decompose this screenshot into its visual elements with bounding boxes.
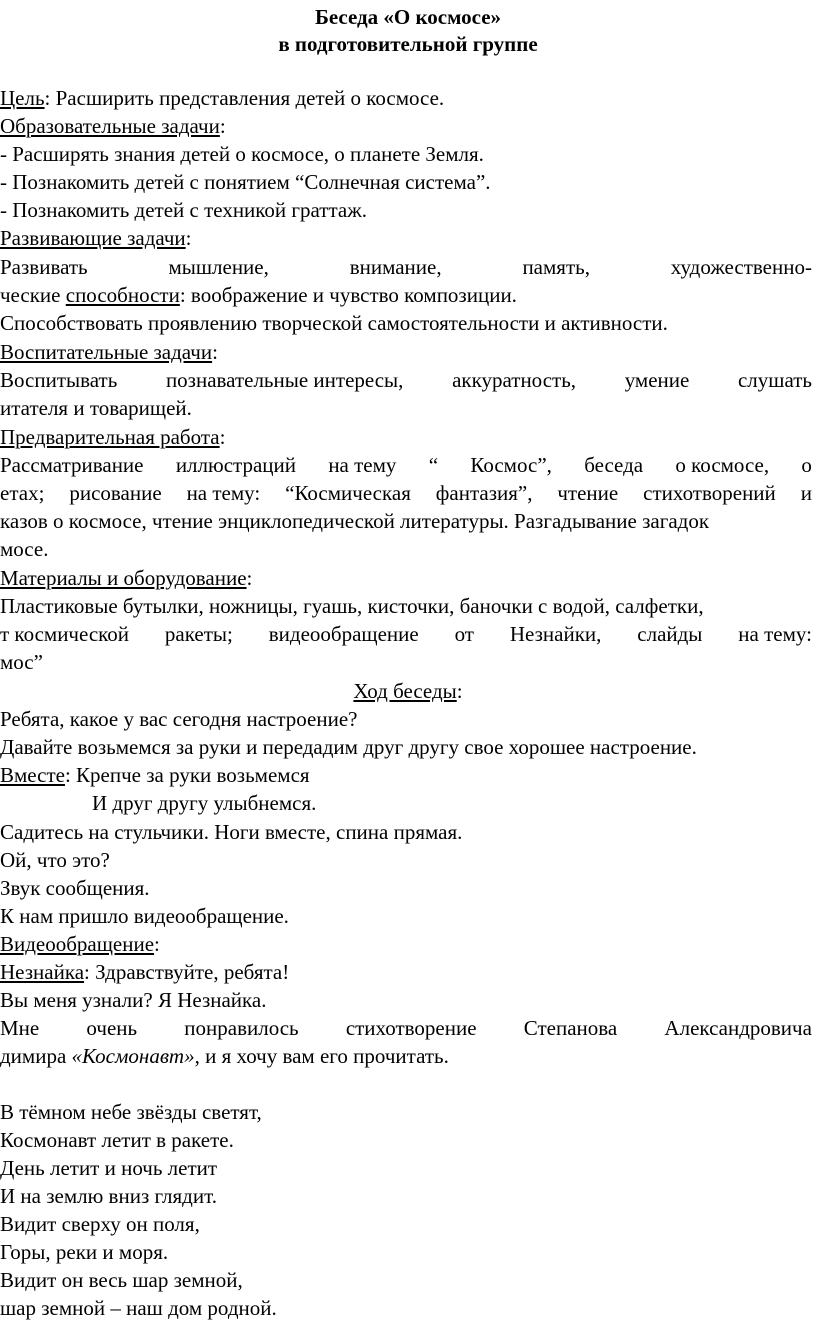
word: о космосе,: [675, 453, 770, 477]
word: аккуратность,: [452, 368, 577, 392]
word: умение: [624, 368, 690, 392]
word: Рассматривание: [0, 453, 144, 477]
goal-label: Цель: [0, 86, 45, 110]
together-label: Вместе: [0, 763, 65, 787]
word: “: [428, 453, 439, 477]
word: стихотворение: [345, 1016, 477, 1040]
prelim-line-4: мосе.: [0, 537, 49, 561]
edu-task-item: - Расширять знания детей о космосе, о планете Земля.: [0, 142, 484, 166]
video-label: Видеообращение: [0, 932, 155, 956]
upbr-tasks-line-1: [0, 367, 812, 394]
edu-tasks-label: Образовательные задачи: [0, 114, 220, 138]
dialog-line: К нам пришло видеообращение.: [0, 904, 289, 928]
text: : Крепче за руки возьмемся: [64, 763, 310, 787]
goal-text: : Расширить представления детей о космосе.: [44, 86, 445, 110]
prelim-line-2: [0, 480, 812, 507]
text: димира: [0, 1044, 72, 1068]
poem-line: День летит и ночь летит: [0, 1156, 218, 1180]
poem-line: Видит он весь шар земной,: [0, 1268, 243, 1292]
poem-intro-line-1: [0, 1015, 812, 1042]
word: ракеты;: [164, 622, 233, 646]
word: на тему: [328, 453, 397, 477]
prelim-line-1: [0, 452, 812, 479]
materials-line-3: мос”: [0, 650, 43, 674]
neznaika-label: Незнайка: [0, 960, 85, 984]
word: стихотворений: [643, 481, 776, 505]
dialog-line: Ребята, какое у вас сегодня настроение?: [0, 707, 358, 731]
goal-line: [0, 85, 816, 112]
word: Степанова: [523, 1016, 618, 1040]
word: Александровича: [664, 1016, 812, 1040]
poem-title: «Космонавт»: [71, 1044, 195, 1068]
word: о: [801, 453, 812, 477]
colon: :: [154, 932, 160, 956]
word: познавательные интересы,: [165, 368, 404, 392]
word: внимание,: [349, 255, 442, 279]
course-label: Ход беседы: [353, 679, 457, 703]
course-heading: [0, 678, 816, 705]
together-line-2: И друг другу улыбнемся.: [92, 791, 317, 815]
poem-line: И на землю вниз глядит.: [0, 1184, 217, 1208]
word: очень: [86, 1016, 138, 1040]
word: рисование: [69, 481, 162, 505]
materials-heading: [0, 565, 816, 592]
word: от: [454, 622, 474, 646]
dev-tasks-heading: [0, 225, 816, 252]
underlined-term: способности: [65, 283, 180, 307]
word: етах;: [0, 481, 45, 505]
prelim-heading: [0, 424, 816, 451]
neznaika-line-2: Вы меня узнали? Я Незнайка.: [0, 988, 267, 1012]
word: Воспитывать: [0, 368, 118, 392]
together-line: [0, 762, 816, 789]
dev-tasks-line-1: [0, 254, 812, 281]
poem-intro-line-2: [0, 1043, 816, 1070]
word: фантазия”,: [435, 481, 533, 505]
word: понравилось: [184, 1016, 299, 1040]
word: на тему:: [738, 622, 812, 646]
edu-tasks-heading: [0, 113, 816, 140]
word: Развивать: [0, 255, 88, 279]
poem-line: шар земной – наш дом родной.: [0, 1296, 277, 1320]
dialog-line: Садитесь на стульчики. Ноги вместе, спина прямая.: [0, 820, 463, 844]
dev-tasks-line-2: [0, 282, 816, 309]
document-title: Беседа «О космосе»: [314, 5, 502, 29]
materials-label: Материалы и оборудование: [0, 566, 247, 590]
upbr-tasks-heading: [0, 339, 816, 366]
word: память,: [522, 255, 590, 279]
document-subtitle: в подготовительной группе: [278, 32, 538, 56]
text: ческие: [0, 283, 66, 307]
word: чтение: [557, 481, 619, 505]
word: на тему:: [186, 481, 261, 505]
word: т космической: [0, 622, 130, 646]
edu-task-item: - Познакомить детей с техникой граттаж.: [0, 198, 367, 222]
word: художественно-: [670, 255, 812, 279]
poem-line: Космонавт летит в ракете.: [0, 1128, 234, 1152]
upbr-tasks-label: Воспитательные задачи: [0, 340, 213, 364]
word: Космос”,: [470, 453, 552, 477]
colon: :: [246, 566, 253, 590]
dev-tasks-label: Развивающие задачи: [0, 226, 186, 250]
word: видеообращение: [268, 622, 419, 646]
word: мышление,: [168, 255, 269, 279]
colon: :: [185, 226, 192, 250]
colon: :: [219, 114, 226, 138]
text: : воображение и чувство композиции.: [179, 283, 517, 307]
poem-line: В тёмном небе звёзды светят,: [0, 1100, 262, 1124]
word: Мне: [0, 1016, 40, 1040]
dialog-line: Ой, что это?: [0, 848, 110, 872]
text: : Здравствуйте, ребята!: [84, 960, 290, 984]
dialog-line: Звук сообщения.: [0, 876, 150, 900]
word: беседа: [584, 453, 644, 477]
video-heading: [0, 931, 816, 958]
word: слайды: [637, 622, 703, 646]
poem-line: Горы, реки и моря.: [0, 1240, 169, 1264]
colon: :: [212, 340, 218, 364]
edu-task-item: - Познакомить детей с понятием “Солнечная система”.: [0, 170, 491, 194]
dev-tasks-line-3: Способствовать проявлению творческой самостоятельности и активности.: [0, 311, 668, 335]
dialog-line: Давайте возьмемся за руки и передадим друг другу свое хорошее настроение.: [0, 735, 697, 759]
word: слушать: [737, 368, 812, 392]
upbr-tasks-line-2: итателя и товарищей.: [0, 396, 192, 420]
colon: :: [219, 425, 226, 449]
colon: :: [456, 679, 463, 703]
prelim-line-3: казов о космосе, чтение энциклопедической литературы. Разгадывание загадок: [0, 509, 710, 533]
word: иллюстраций: [175, 453, 296, 477]
neznaika-line: [0, 959, 816, 986]
materials-line-1: Пластиковые бутылки, ножницы, гуашь, кисточки, баночки с водой, салфетки,: [0, 594, 704, 618]
word: “Космическая: [285, 481, 411, 505]
word: и: [800, 481, 812, 505]
materials-line-2: [0, 621, 812, 648]
poem-line: Видит сверху он поля,: [0, 1212, 200, 1236]
word: Незнайки,: [509, 622, 602, 646]
prelim-label: Предварительная работа: [0, 425, 220, 449]
text: , и я хочу вам его прочитать.: [194, 1044, 449, 1068]
